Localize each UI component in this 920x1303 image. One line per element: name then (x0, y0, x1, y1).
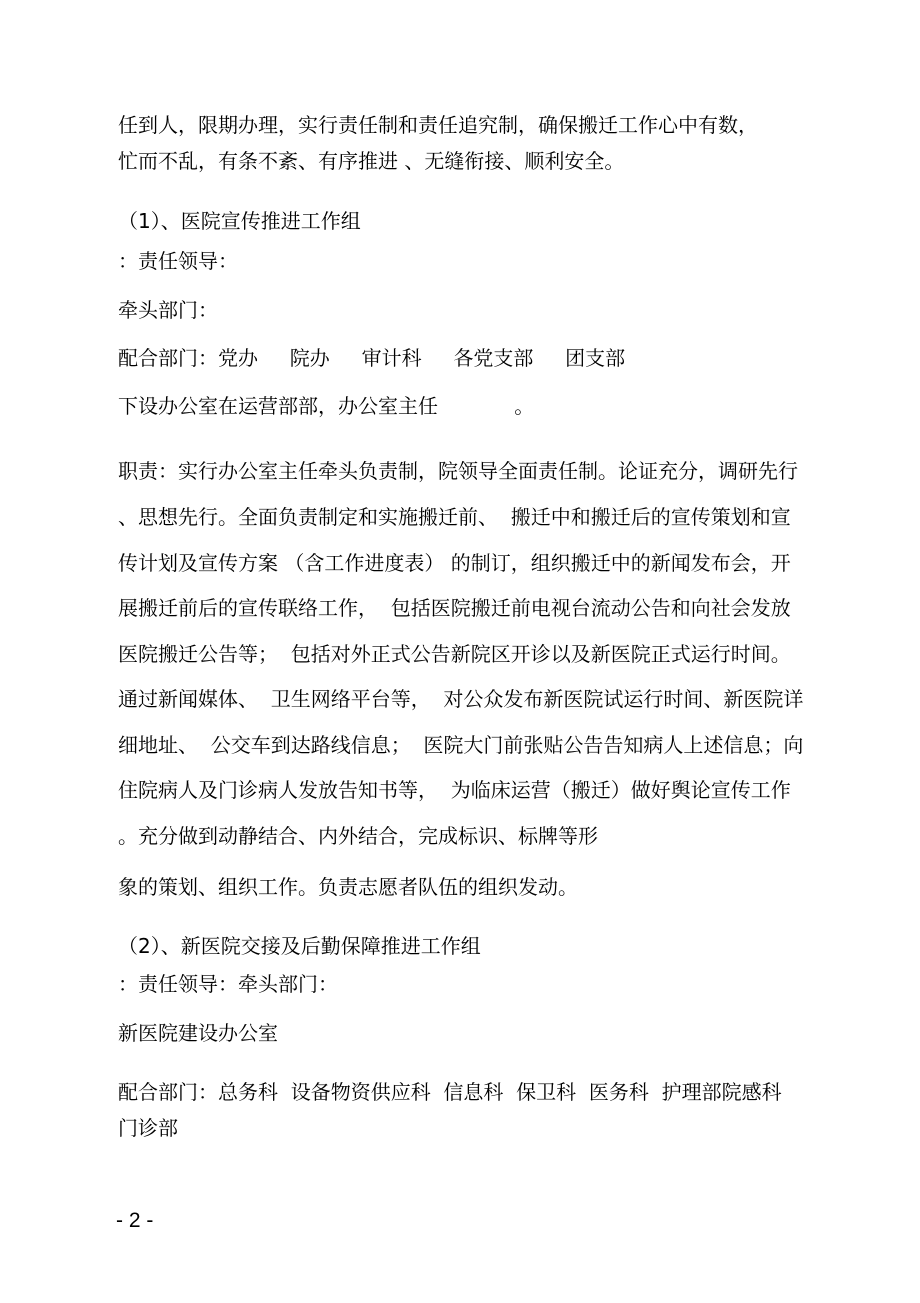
duty-line-1: 职责：实行办公室主任牵头负责制，院领导全面责任制。论证充分，调研先行 (118, 459, 798, 483)
text-line-responsible-leader-1: ：责任领导： (118, 249, 238, 273)
duty-line-7: 细地址、 公交车到达路线信息； 医院大门前张贴公告告知病人上述信息；向 (118, 733, 804, 757)
section-heading-1: （1）、医院宣传推进工作组 (118, 209, 361, 233)
duty-line-4: 展搬迁前后的宣传联络工作， 包括医院搬迁前电视台流动公告和向社会发放 (118, 596, 791, 620)
text-line-coop-dept-2: 配合部门：总务科 设备物资供应科 信息科 保卫科 医务科 护理部院感科 (118, 1080, 782, 1104)
duty-line-9: 。充分做到动静结合、内外结合，完成标识、标牌等形 (118, 824, 598, 848)
duty-line-6: 通过新闻媒体、 卫生网络平台等， 对公众发布新医院试运行时间、新医院详 (118, 687, 804, 711)
duty-line-3: 传计划及宣传方案 （含工作进度表） 的制订，组织搬迁中的新闻发布会，开 (118, 551, 791, 575)
text-line-1: 任到人，限期办理，实行责任制和责任追究制，确保搬迁工作心中有数， (118, 113, 758, 137)
duty-line-8: 住院病人及门诊病人发放告知书等， 为临床运营（搬迁）做好舆论宣传工作 (118, 778, 791, 802)
duty-line-2: 、思想先行。全面负责制定和实施搬迁前、 搬迁中和搬迁后的宣传策划和宣 (118, 505, 791, 529)
duty-line-5: 医院搬迁公告等； 包括对外正式公告新院区开诊以及新医院正式运行时间。 (118, 642, 791, 666)
text-line-coop-dept-1: 配合部门：党办 院办 审计科 各党支部 团支部 (118, 346, 626, 370)
text-line-outpatient: 门诊部 (118, 1116, 178, 1140)
duty-line-10: 象的策划、组织工作。负责志愿者队伍的组织发动。 (118, 875, 578, 899)
text-line-responsible-leader-2: ：责任领导：牵头部门： (118, 972, 338, 996)
text-line-lead-dept-1: 牵头部门： (118, 298, 218, 322)
text-line-office: 下设办公室在运营部部，办公室主任 。 (118, 394, 535, 418)
page-number: - 2 - (116, 1209, 154, 1232)
section-heading-2: （2）、新医院交接及后勤保障推进工作组 (118, 934, 481, 958)
text-line-new-hospital-office: 新医院建设办公室 (118, 1021, 278, 1045)
text-line-2: 忙而不乱，有条不紊、有序推进 、无缝衔接、顺利安全。 (118, 149, 625, 173)
